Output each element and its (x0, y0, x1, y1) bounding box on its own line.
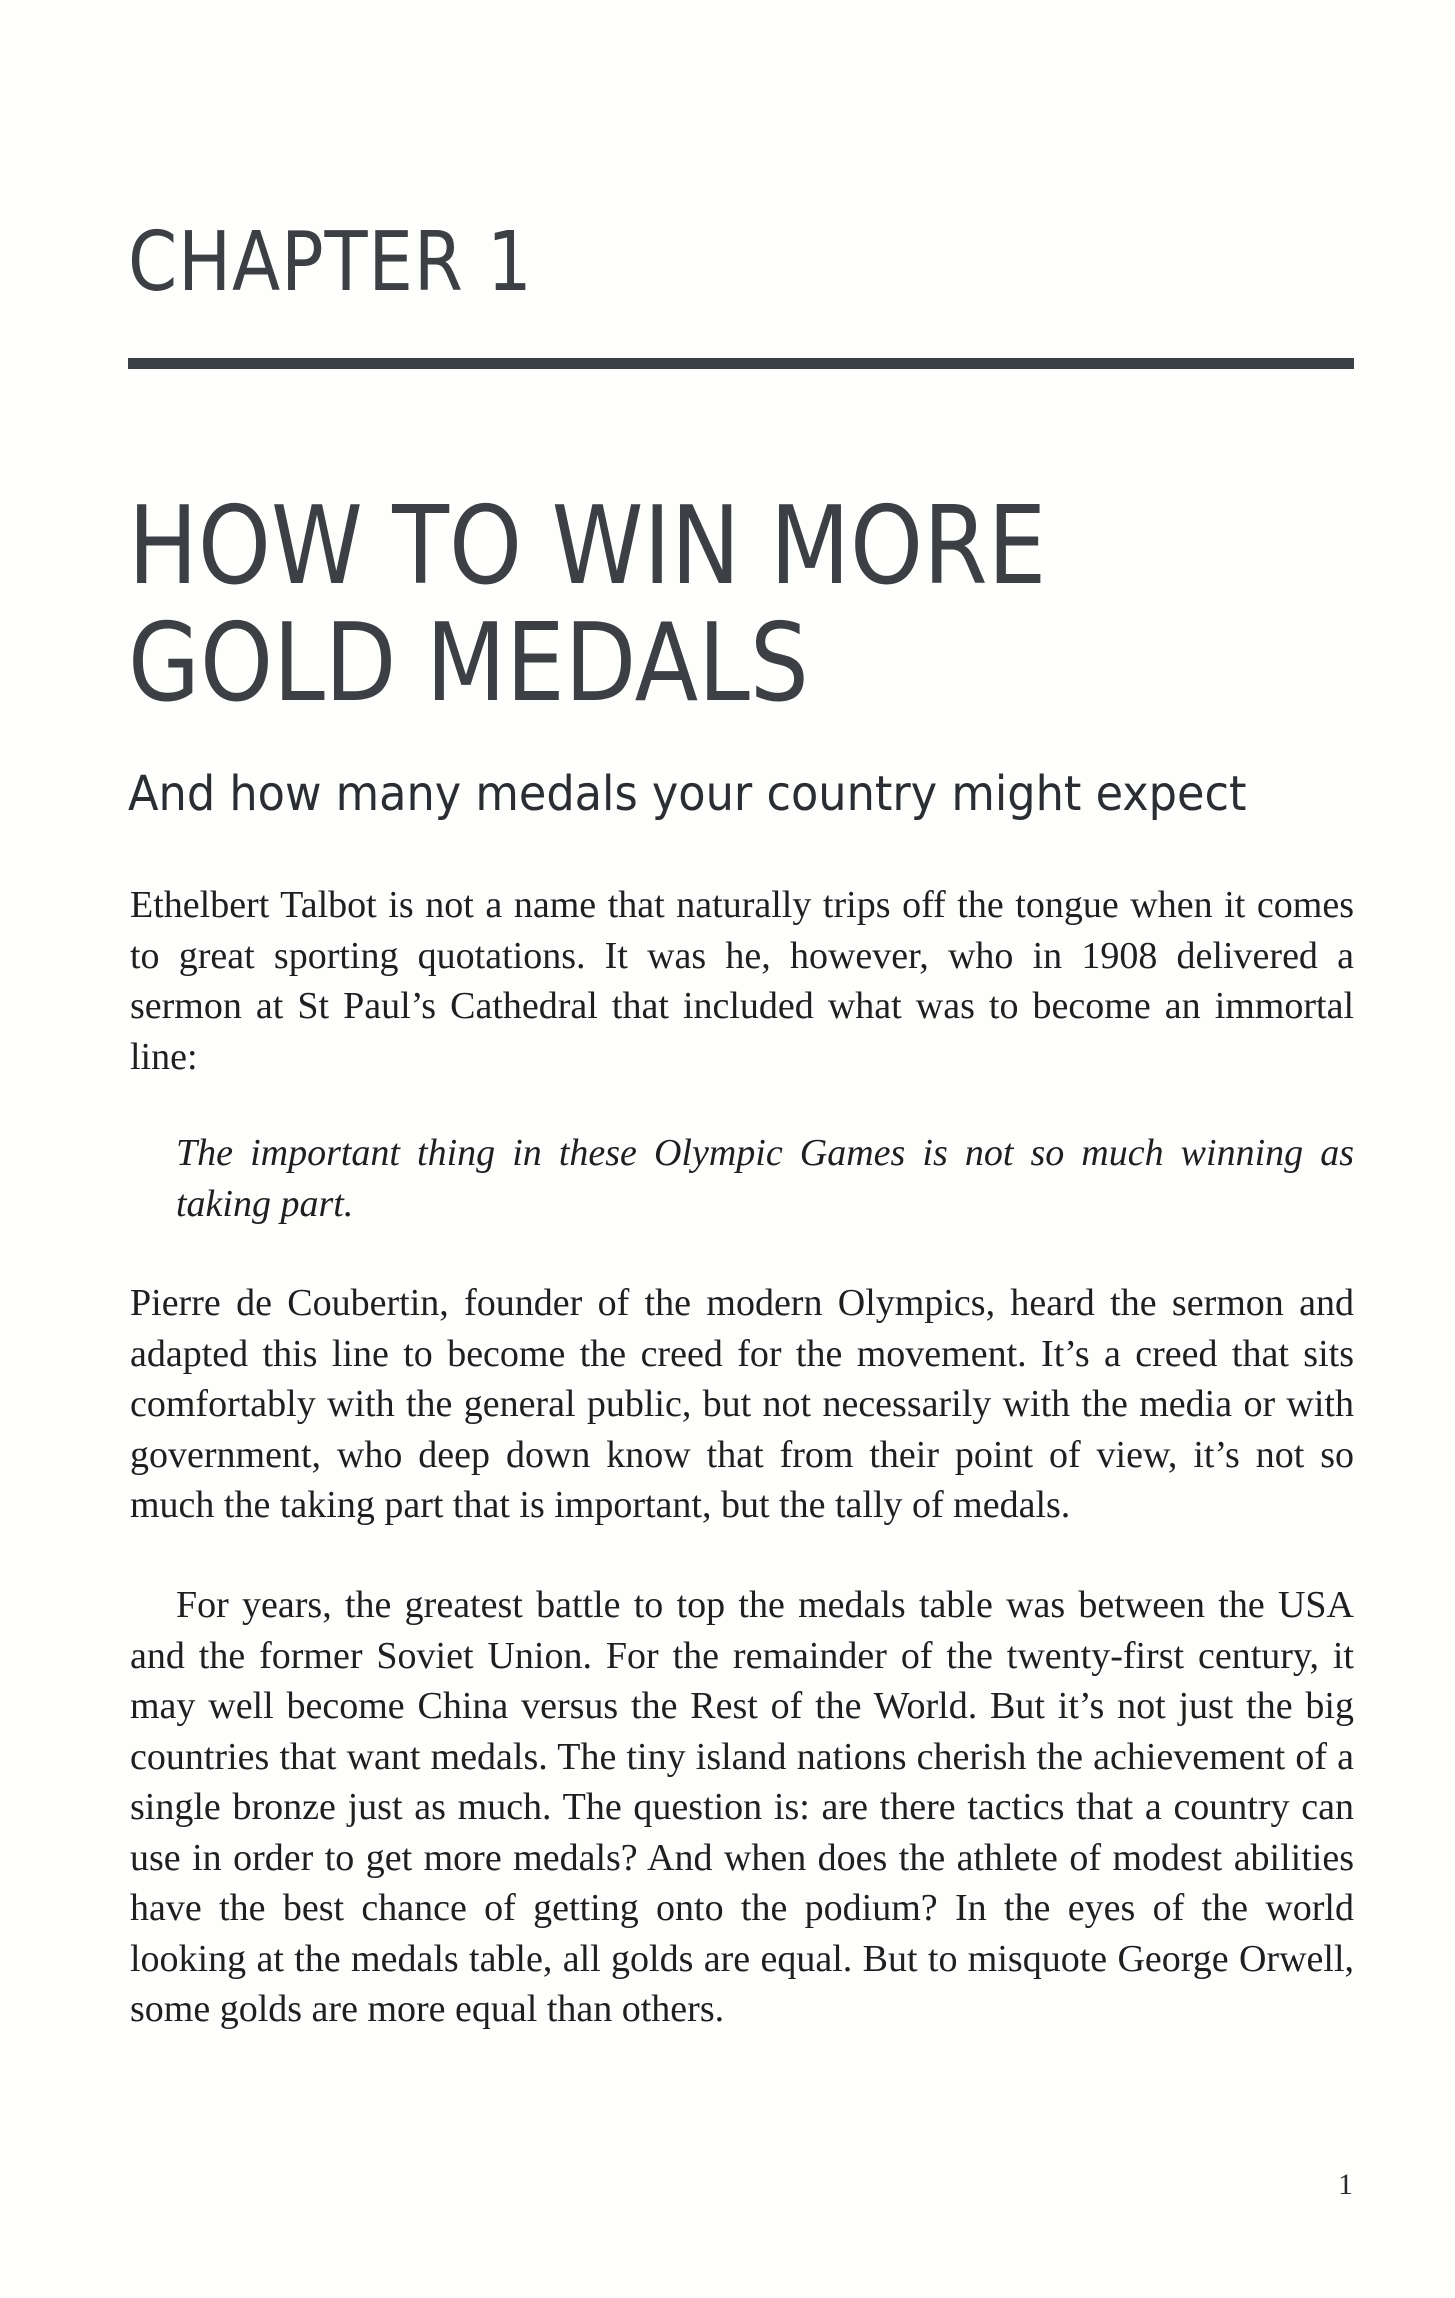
chapter-divider-rule (128, 358, 1354, 369)
page-number: 1 (1338, 2168, 1353, 2201)
chapter-subtitle: And how many medals your country might expect (128, 766, 1247, 822)
chapter-title (128, 484, 1047, 726)
body-paragraph-1: Ethelbert Talbot is not a name that naturally trips off the tongue when it comes to great sporting quotations. It was he, however, who in 1908 delivered a sermon at St Paul’s Cathedral that included what was to become an immortal line: (130, 884, 1354, 1078)
block-quote: The important thing in these Olympic Games is not so much winning as taking part. (176, 1132, 1354, 1225)
chapter-title-line-1: HOW TO WIN MORE (128, 484, 1047, 609)
body-paragraph-3: For years, the greatest battle to top the medals table was between the USA and the former Soviet Union. For the remainder of the twenty-first century, it may well become China versus the Rest of the World. But it’s not just the big countries that want medals. The tiny island nations cherish the achievement of a single bronze just as much. The question is: are there tactics that a country can use in order to get more medals? And when does the athlete of modest abilities have the best chance of getting onto the podium? In the eyes of the world looking at the medals table, all golds are equal. But to misquote George Orwell, some golds are more equal than others. (130, 1584, 1354, 2030)
chapter-label: CHAPTER 1 (128, 215, 533, 310)
chapter-title-line-2: GOLD MEDALS (128, 601, 809, 726)
body-paragraph-2: Pierre de Coubertin, founder of the modern Olympics, heard the sermon and adapted this line to become the creed for the movement. It’s a creed that sits comfortably with the general public, but not necessarily with the media or with government, who deep down know that from their point of view, it’s not so much the taking part that is important, but the tally of medals. (130, 1282, 1354, 1526)
